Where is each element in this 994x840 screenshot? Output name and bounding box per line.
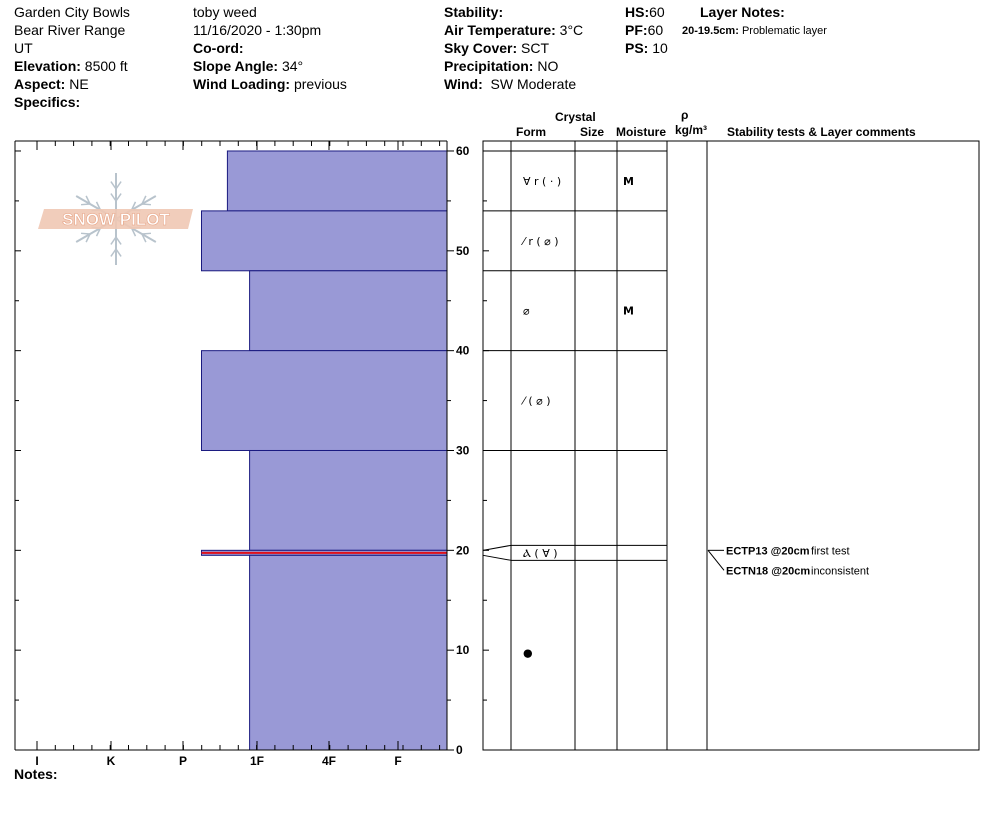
crystal-header: Crystal (555, 110, 596, 124)
test-pointer (708, 550, 724, 570)
hardness-bar (250, 555, 447, 750)
range-name: Bear River Range (14, 22, 126, 38)
wind-loading-label: Wind Loading: (193, 76, 291, 92)
precip-label: Precipitation: (444, 58, 534, 74)
crystal-form: ⁄ r ( ⌀ ) (523, 234, 559, 248)
stability-label: Stability: (444, 4, 504, 20)
stability-tests (708, 545, 869, 577)
precip-value: NO (537, 58, 559, 74)
notes-label: Notes: (14, 766, 58, 782)
aspect-value: NE (69, 76, 89, 92)
sky-value: SCT (521, 40, 550, 56)
table-connector (483, 545, 511, 550)
hardness-tick-label: K (106, 754, 116, 768)
moisture-header: Moisture (616, 125, 667, 139)
hardness-bar (202, 351, 448, 451)
hardness-bar (250, 271, 447, 351)
layer-note-text: Problematic layer (741, 25, 827, 37)
table-border (483, 141, 979, 750)
hardness-bar (250, 450, 447, 550)
slope-label: Slope Angle: (193, 58, 279, 74)
test-comment: inconsistent (811, 565, 870, 578)
moisture-value: M (623, 174, 634, 188)
observation-datetime: 11/16/2020 - 1:30pm (193, 22, 322, 38)
ps-label: PS: (625, 40, 649, 56)
layer-notes-title: Layer Notes: (700, 4, 785, 20)
stability-tests-header: Stability tests & Layer comments (727, 125, 916, 139)
hardness-bar (227, 151, 447, 211)
air-temp-value: 3°C (559, 22, 584, 38)
logo-text: SNOW PILOT (62, 210, 170, 229)
hardness-tick-label: 4F (321, 754, 337, 768)
slope-value: 34° (281, 58, 304, 74)
ps-value: 10 (652, 40, 668, 56)
state-name: UT (14, 40, 33, 56)
depth-tick-label: 40 (456, 343, 470, 358)
test-code: ECTN18 @20cm (726, 565, 811, 578)
snowflake-branch (81, 233, 90, 234)
elevation-value: 8500 ft (84, 58, 128, 74)
depth-tick-label: 50 (456, 243, 470, 258)
hs-value: 60 (649, 4, 665, 20)
location-name: Garden City Bowls (14, 4, 130, 20)
crystal-form: ⌀ (523, 304, 530, 318)
coord-label: Co-ord: (193, 40, 244, 56)
layer-table (483, 141, 979, 750)
crystal-form: Ⲁ ( ∀ ) (523, 546, 558, 560)
form-header: Form (516, 125, 546, 139)
snowflake-branch (142, 204, 151, 205)
snowflake-branch (81, 204, 90, 205)
depth-tick-label: 60 (456, 143, 470, 158)
snowflake-branch (142, 233, 151, 234)
wind-value: SW Moderate (490, 76, 577, 92)
rho-header: ρ (681, 108, 689, 122)
wind-label: Wind: (444, 76, 483, 92)
elevation-label: Elevation: (14, 58, 81, 74)
depth-tick-label: 10 (456, 643, 470, 658)
observer-name: toby weed (193, 4, 257, 20)
pf-value: 60 (647, 22, 664, 38)
crystal-form: ⁄ ( ⌀ ) (523, 394, 551, 408)
hardness-tick-label: I (35, 754, 39, 768)
hardness-tick-label: F (394, 754, 402, 768)
hardness-tick-label: 1F (249, 754, 265, 768)
depth-tick-label: 20 (456, 543, 470, 558)
hardness-tick-label: P (178, 754, 188, 768)
test-code: ECTP13 @20cm (726, 545, 810, 558)
pf-label: PF: (625, 22, 648, 38)
density-unit-header: kg/m³ (675, 123, 708, 137)
wind-loading-value: previous (293, 76, 347, 92)
crystal-form: ∀ r ( · ) (523, 174, 562, 188)
hardness-bar (202, 211, 448, 271)
table-connector (483, 555, 511, 560)
specifics-label: Specifics: (14, 94, 81, 110)
aspect-label: Aspect: (14, 76, 66, 92)
crystal-form: ● (523, 646, 533, 660)
air-temp-label: Air Temperature: (444, 22, 556, 38)
size-header: Size (580, 125, 605, 139)
layer-note-range: 20-19.5cm: (682, 25, 739, 37)
sky-label: Sky Cover: (444, 40, 518, 56)
moisture-value: M (623, 304, 634, 318)
depth-tick-label: 30 (456, 443, 470, 458)
test-comment: first test (811, 545, 850, 558)
hardness-bars (202, 151, 448, 750)
hs-label: HS: (625, 4, 650, 20)
snow-pilot-logo (38, 173, 193, 265)
depth-tick-label: 0 (456, 743, 463, 757)
